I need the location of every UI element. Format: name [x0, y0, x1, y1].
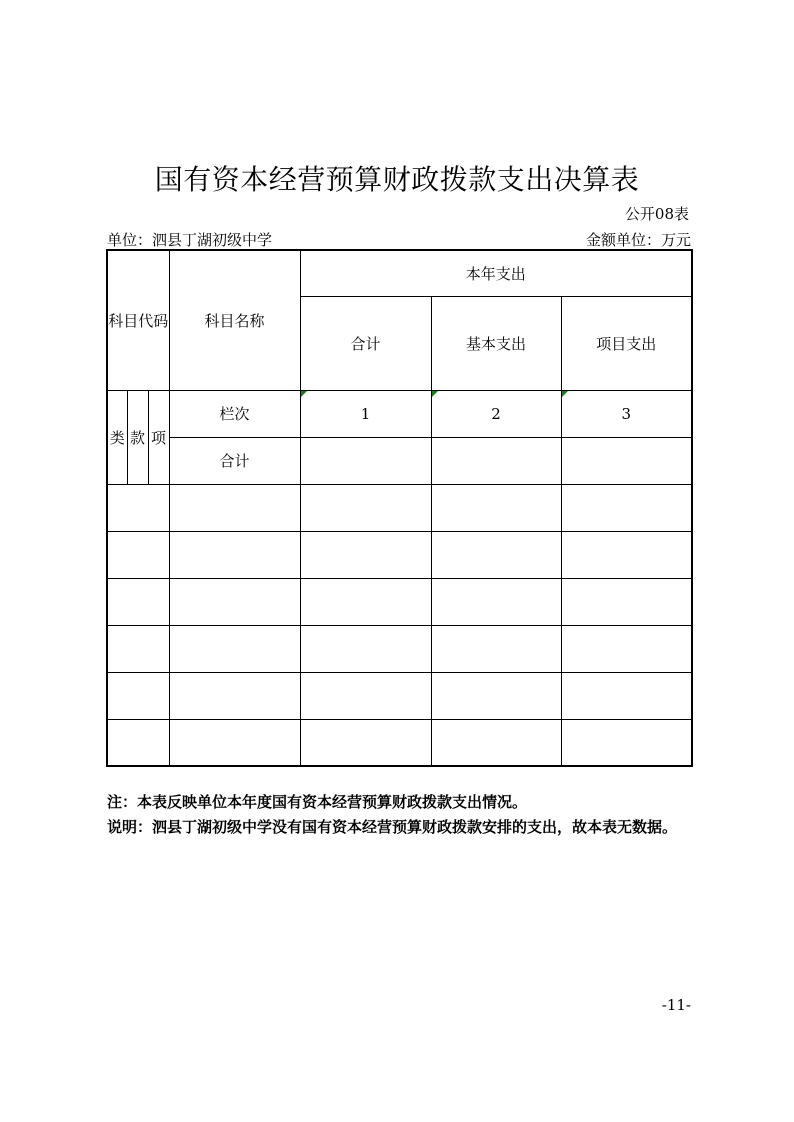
table-cell	[107, 578, 169, 625]
page-number: -11-	[661, 996, 691, 1014]
table-cell	[300, 578, 431, 625]
header-subject-code: 科目代码	[107, 250, 169, 390]
header-xiang: 项	[148, 390, 169, 484]
header-project-expenditure: 项目支出	[561, 296, 692, 390]
table-row	[107, 531, 692, 578]
cell-marker-icon	[562, 391, 568, 397]
table-cell	[431, 531, 561, 578]
table-cell	[431, 719, 561, 766]
table-cell	[300, 625, 431, 672]
table-cell	[169, 719, 300, 766]
table-row	[107, 484, 692, 531]
header-current-year-expenditure: 本年支出	[300, 250, 692, 296]
budget-table	[106, 249, 693, 767]
note-text: 注：本表反映单位本年度国有资本经营预算财政拨款支出情况。	[107, 793, 528, 811]
table-cell	[169, 531, 300, 578]
table-cell	[107, 719, 169, 766]
table-cell	[300, 672, 431, 719]
table-cell	[561, 719, 692, 766]
lanci-cell-3: 3	[561, 390, 692, 437]
form-number: 公开08表	[624, 205, 689, 223]
table-row	[107, 625, 692, 672]
table-cell	[561, 437, 692, 484]
header-lei: 类	[107, 390, 127, 484]
header-total: 合计	[300, 296, 431, 390]
table-cell	[300, 719, 431, 766]
table-cell	[431, 484, 561, 531]
table-cell	[169, 484, 300, 531]
header-kuan: 款	[127, 390, 148, 484]
table-cell	[431, 578, 561, 625]
table-cell	[300, 531, 431, 578]
table-cell	[169, 672, 300, 719]
table-cell	[561, 578, 692, 625]
header-basic-expenditure: 基本支出	[431, 296, 561, 390]
table-cell	[107, 531, 169, 578]
header-subject-name: 科目名称	[169, 250, 300, 390]
cell-marker-icon	[301, 391, 307, 397]
table-row	[107, 719, 692, 766]
table-cell	[561, 625, 692, 672]
table-cell	[169, 625, 300, 672]
table-cell	[561, 484, 692, 531]
page-title: 国有资本经营预算财政拨款支出决算表	[154, 163, 640, 196]
money-unit-label: 金额单位：万元	[585, 231, 691, 249]
explanation-text: 说明：泗县丁湖初级中学没有国有资本经营预算财政拨款安排的支出，故本表无数据。	[107, 818, 678, 836]
table-cell	[431, 437, 561, 484]
row-label-total: 合计	[169, 437, 300, 484]
cell-marker-icon	[432, 391, 438, 397]
table-cell	[561, 531, 692, 578]
table-cell	[431, 625, 561, 672]
table-cell	[107, 484, 169, 531]
table-row	[107, 672, 692, 719]
lanci-cell-1: 1	[300, 390, 431, 437]
table-cell	[169, 578, 300, 625]
table-cell	[300, 437, 431, 484]
unit-label: 单位：泗县丁湖初级中学	[107, 231, 273, 249]
row-label-lanci: 栏次	[169, 390, 300, 437]
table-row	[107, 578, 692, 625]
table-cell	[107, 625, 169, 672]
table-cell	[107, 672, 169, 719]
lanci-cell-2: 2	[431, 390, 561, 437]
table-cell	[431, 672, 561, 719]
table-cell	[300, 484, 431, 531]
table-cell	[561, 672, 692, 719]
